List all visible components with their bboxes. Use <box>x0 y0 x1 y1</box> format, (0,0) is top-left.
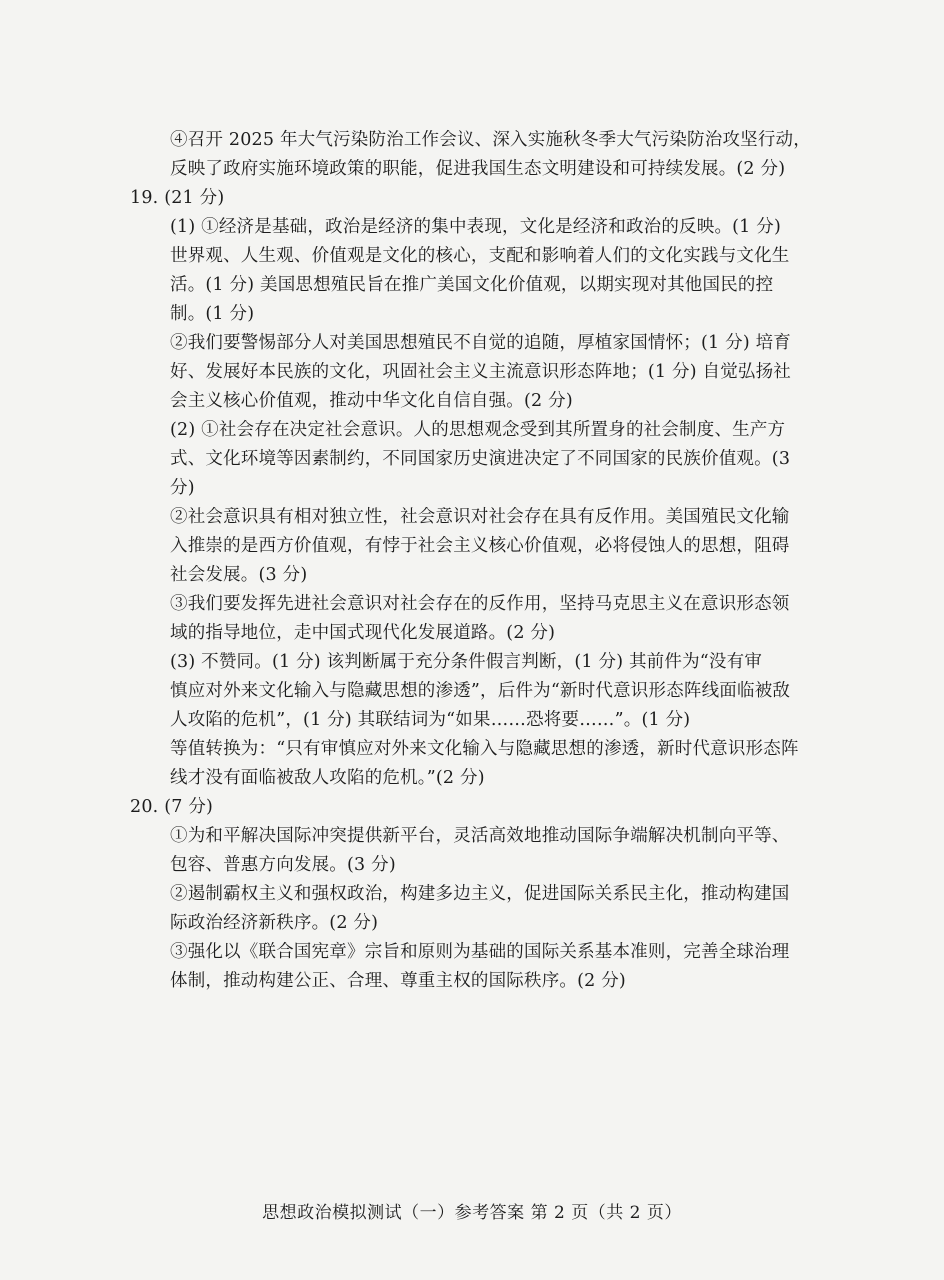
answer-text-line: ④召开 2025 年大气污染防治工作会议、深入实施秋冬季大气污染防治攻坚行动， <box>170 130 811 150</box>
answer-text-line: ②遏制霸权主义和强权政治，构建多边主义，促进国际关系民主化，推动构建国 <box>170 884 790 904</box>
answer-text-line: (2) ①社会存在决定社会意识。人的思想观念受到其所置身的社会制度、生产方 <box>170 420 786 440</box>
answer-text-line: 反映了政府实施环境政策的职能，促进我国生态文明建设和可持续发展。(2 分) <box>170 159 786 179</box>
answer-text-line: 人攻陷的危机”，(1 分) 其联结词为“如果……恐将要……”。(1 分) <box>170 710 691 730</box>
answer-text-line: (1) ①经济是基础，政治是经济的集中表现，文化是经济和政治的反映。(1 分) <box>170 217 782 237</box>
answer-text-line: ③强化以《联合国宪章》宗旨和原则为基础的国际关系基本准则，完善全球治理 <box>170 942 790 962</box>
answer-text-line: 活。(1 分) 美国思想殖民旨在推广美国文化价值观，以期实现对其他国民的控 <box>170 275 774 295</box>
question-number-line: 20. (7 分) <box>130 797 214 817</box>
answer-content <box>130 126 810 996</box>
answer-text-line: 会主义核心价值观，推动中华文化自信自强。(2 分) <box>170 391 573 411</box>
answer-text-line: 域的指导地位，走中国式现代化发展道路。(2 分) <box>170 623 556 643</box>
answer-text-line: ①为和平解决国际冲突提供新平台，灵活高效地推动国际争端解决机制向平等、 <box>170 826 790 846</box>
answer-text-line: 世界观、人生观、价值观是文化的核心，支配和影响着人们的文化实践与文化生 <box>170 246 790 266</box>
answer-text-line: 等值转换为：“只有审慎应对外来文化输入与隐藏思想的渗透，新时代意识形态阵 <box>170 739 799 759</box>
answer-text-line: 入推崇的是西方价值观，有悖于社会主义核心价值观，必将侵蚀人的思想，阻碍 <box>170 536 790 556</box>
answer-text-line: 慎应对外来文化输入与隐藏思想的渗透”，后件为“新时代意识形态阵线面临被敌 <box>170 681 791 701</box>
answer-text-line: 线才没有面临被敌人攻陷的危机。”(2 分) <box>170 768 485 788</box>
answer-text-line: 际政治经济新秩序。(2 分) <box>170 913 379 933</box>
answer-text-line: 社会发展。(3 分) <box>170 565 308 585</box>
question-number-line: 19. (21 分) <box>130 188 225 208</box>
answer-text-line: ②社会意识具有相对独立性，社会意识对社会存在具有反作用。美国殖民文化输 <box>170 507 790 527</box>
answer-text-line: 制。(1 分) <box>170 304 255 324</box>
answer-text-line: 包容、普惠方向发展。(3 分) <box>170 855 396 875</box>
page-footer: 思想政治模拟测试（一）参考答案 第 2 页（共 2 页） <box>262 1203 682 1223</box>
answer-text-line: (3) 不赞同。(1 分) 该判断属于充分条件假言判断，(1 分) 其前件为“没有审 <box>170 652 763 672</box>
answer-text-line: 好、发展好本民族的文化，巩固社会主义主流意识形态阵地；(1 分) 自觉弘扬社 <box>170 362 792 382</box>
answer-text-line: ③我们要发挥先进社会意识对社会存在的反作用，坚持马克思主义在意识形态领 <box>170 594 790 614</box>
answer-text-line: ②我们要警惕部分人对美国思想殖民不自觉的追随，厚植家国情怀；(1 分) 培育 <box>170 333 792 353</box>
answer-text-line: 式、文化环境等因素制约，不同国家历史演进决定了不同国家的民族价值观。(3 <box>170 449 791 469</box>
answer-text-line: 分) <box>170 478 195 498</box>
answer-text-line: 体制，推动构建公正、合理、尊重主权的国际秩序。(2 分) <box>170 971 626 991</box>
